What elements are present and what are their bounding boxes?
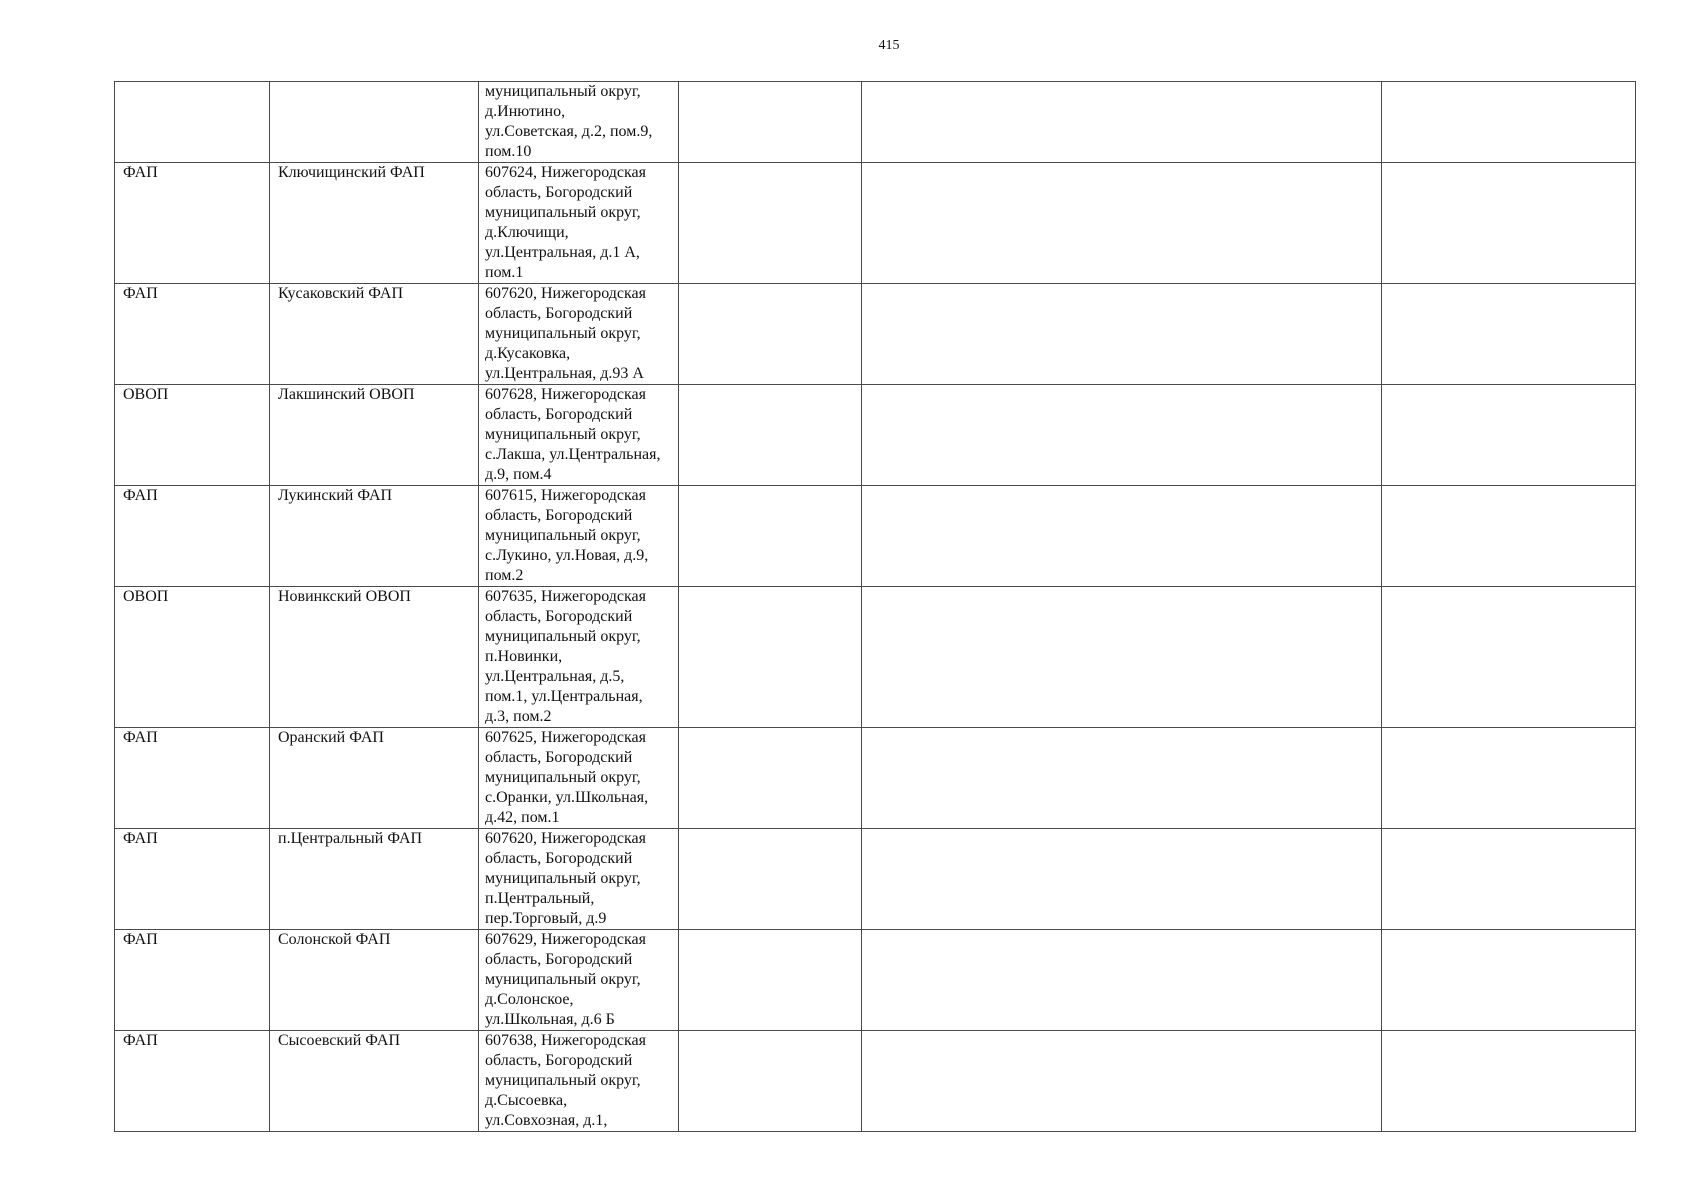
cell-empty bbox=[862, 728, 1382, 829]
cell-type: ФАП bbox=[115, 163, 270, 284]
table-row bbox=[115, 728, 1636, 829]
cell-type: ФАП bbox=[115, 930, 270, 1031]
cell-type bbox=[115, 82, 270, 163]
cell-type: ОВОП bbox=[115, 385, 270, 486]
cell-address: 607635, Нижегородская область, Богородский муниципальный округ, п.Новинки, ул.Центральная, д.5, пом.1, ул.Центральная, д.3, пом.2 bbox=[479, 587, 679, 728]
cell-empty bbox=[862, 82, 1382, 163]
cell-name: Сысоевский ФАП bbox=[270, 1031, 479, 1132]
cell-address: 607629, Нижегородская область, Богородский муниципальный округ, д.Солонское, ул.Школьная, д.6 Б bbox=[479, 930, 679, 1031]
cell-empty bbox=[679, 284, 862, 385]
cell-name: Кусаковский ФАП bbox=[270, 284, 479, 385]
cell-empty bbox=[1382, 829, 1636, 930]
cell-empty bbox=[1382, 82, 1636, 163]
cell-address: 607624, Нижегородская область, Богородский муниципальный округ, д.Ключищи, ул.Центральная, д.1 А, пом.1 bbox=[479, 163, 679, 284]
cell-empty bbox=[862, 829, 1382, 930]
cell-empty bbox=[862, 163, 1382, 284]
table-row bbox=[115, 284, 1636, 385]
table-row bbox=[115, 930, 1636, 1031]
cell-address: 607638, Нижегородская область, Богородский муниципальный округ, д.Сысоевка, ул.Совхозная, д.1, bbox=[479, 1031, 679, 1132]
cell-name: Солонской ФАП bbox=[270, 930, 479, 1031]
cell-type: ОВОП bbox=[115, 587, 270, 728]
cell-empty bbox=[862, 587, 1382, 728]
cell-empty bbox=[1382, 930, 1636, 1031]
cell-empty bbox=[862, 1031, 1382, 1132]
cell-address: 607625, Нижегородская область, Богородский муниципальный округ, с.Оранки, ул.Школьная, д.42, пом.1 bbox=[479, 728, 679, 829]
cell-empty bbox=[1382, 728, 1636, 829]
cell-name: Новинкский ОВОП bbox=[270, 587, 479, 728]
table-row bbox=[115, 385, 1636, 486]
table-row bbox=[115, 82, 1636, 163]
cell-empty bbox=[862, 486, 1382, 587]
cell-type: ФАП bbox=[115, 829, 270, 930]
cell-empty bbox=[1382, 284, 1636, 385]
cell-empty bbox=[679, 930, 862, 1031]
cell-empty bbox=[679, 728, 862, 829]
cell-empty bbox=[862, 284, 1382, 385]
cell-empty bbox=[679, 829, 862, 930]
cell-name: Ключищинский ФАП bbox=[270, 163, 479, 284]
cell-name: Лакшинский ОВОП bbox=[270, 385, 479, 486]
cell-empty bbox=[679, 1031, 862, 1132]
cell-type: ФАП bbox=[115, 728, 270, 829]
cell-name: п.Центральный ФАП bbox=[270, 829, 479, 930]
cell-empty bbox=[679, 486, 862, 587]
cell-empty bbox=[862, 930, 1382, 1031]
cell-empty bbox=[862, 385, 1382, 486]
cell-empty bbox=[1382, 587, 1636, 728]
table-row bbox=[115, 829, 1636, 930]
cell-address: муниципальный округ, д.Инютино, ул.Советская, д.2, пом.9, пом.10 bbox=[479, 82, 679, 163]
table-row bbox=[115, 587, 1636, 728]
table-row bbox=[115, 1031, 1636, 1132]
cell-type: ФАП bbox=[115, 1031, 270, 1132]
cell-empty bbox=[1382, 385, 1636, 486]
cell-name: Лукинский ФАП bbox=[270, 486, 479, 587]
cell-name: Оранский ФАП bbox=[270, 728, 479, 829]
cell-type: ФАП bbox=[115, 284, 270, 385]
cell-empty bbox=[1382, 1031, 1636, 1132]
cell-type: ФАП bbox=[115, 486, 270, 587]
cell-name bbox=[270, 82, 479, 163]
cell-address: 607620, Нижегородская область, Богородский муниципальный округ, д.Кусаковка, ул.Центральная, д.93 А bbox=[479, 284, 679, 385]
cell-address: 607620, Нижегородская область, Богородский муниципальный округ, п.Центральный, пер.Торговый, д.9 bbox=[479, 829, 679, 930]
cell-empty bbox=[679, 82, 862, 163]
table-row bbox=[115, 163, 1636, 284]
page-number: 415 bbox=[878, 38, 900, 53]
cell-empty bbox=[679, 587, 862, 728]
cell-empty bbox=[679, 163, 862, 284]
facilities-table bbox=[114, 81, 1636, 1132]
cell-address: 607628, Нижегородская область, Богородский муниципальный округ, с.Лакша, ул.Центральная, д.9, пом.4 bbox=[479, 385, 679, 486]
cell-empty bbox=[679, 385, 862, 486]
cell-empty bbox=[1382, 163, 1636, 284]
cell-address: 607615, Нижегородская область, Богородский муниципальный округ, с.Лукино, ул.Новая, д.9, пом.2 bbox=[479, 486, 679, 587]
cell-empty bbox=[1382, 486, 1636, 587]
table-row bbox=[115, 486, 1636, 587]
